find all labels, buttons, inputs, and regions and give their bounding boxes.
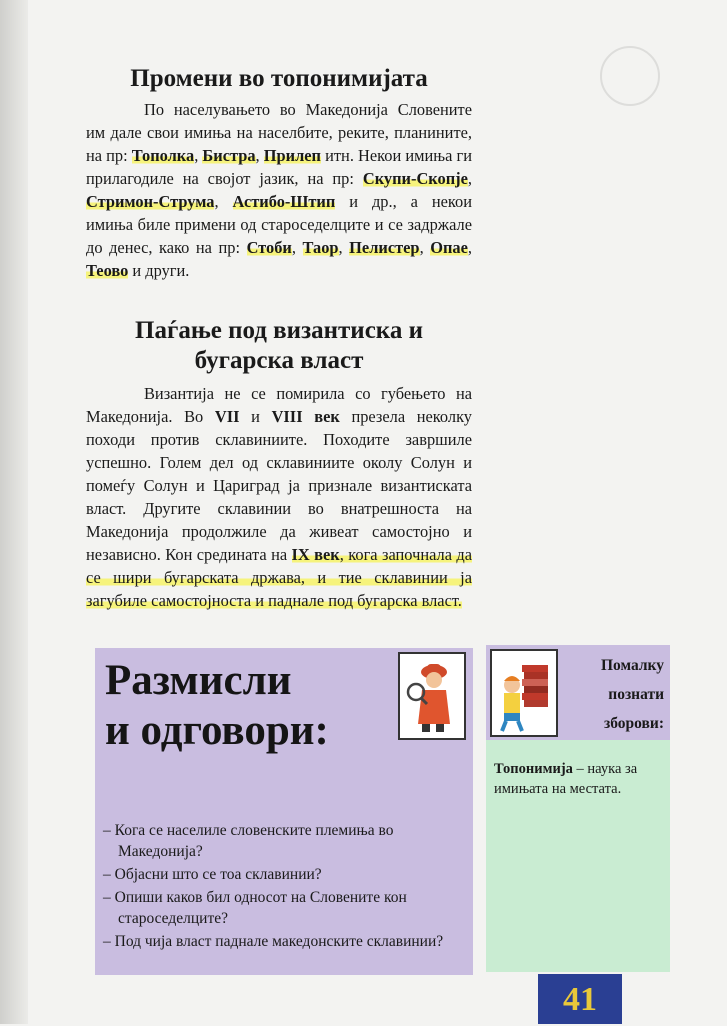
place-name: Бистра (202, 146, 256, 165)
century: VIII век (271, 407, 340, 426)
place-name: Астибо-Штип (232, 192, 336, 211)
text-run: , (255, 146, 264, 165)
text-run: , (419, 238, 431, 257)
books-icon (490, 649, 558, 737)
section-title-byzantine (86, 316, 472, 376)
text-run: Византија не се помирила со губењето на Македонија. Во (86, 384, 472, 426)
section-toponymy (86, 64, 472, 282)
place-name: Прилеп (263, 146, 321, 165)
text-run: презела неколку походи против склавиниите. Походите завршиле успешно. Голем дел од склавиниите околу Солун и помеѓу Солун и Цариград ја признале византиската власт. Другите склавинии во внатрешноста на Македонија продолжиле да живеат самостојно и независно. Кон средината на (86, 407, 473, 564)
place-name: Тополка (131, 146, 195, 165)
page-number-badge (538, 974, 622, 1024)
question-item: – Опиши каков бил односот на Словените кон староседелците? (103, 889, 407, 927)
byzantine-paragraph (86, 382, 472, 612)
glossary-term: Топонимија (494, 761, 573, 777)
text-run: , (214, 192, 233, 211)
heading-line: познати (608, 686, 664, 703)
toponymy-paragraph (86, 98, 472, 282)
text-run: , (291, 238, 303, 257)
place-name: Опае (430, 238, 468, 257)
text-run: , (194, 146, 203, 165)
page-number: 41 (563, 981, 597, 1018)
text-run: , (467, 238, 472, 257)
page-binding-edge (0, 0, 28, 1024)
text-run: , (467, 169, 472, 188)
text-run: По населувањето во Македонија Словените им дале свои имиња на населбите, реките, планините, на пр: (86, 100, 472, 165)
century: VII (214, 407, 240, 426)
title-line: Размисли (105, 657, 292, 704)
detective-icon-drawing (400, 654, 464, 738)
question-item: – Под чија власт паднале македонските склавинии? (103, 933, 444, 950)
text-run: , (338, 238, 350, 257)
heading-line: зборови: (604, 715, 664, 732)
glossary-box (486, 645, 670, 972)
place-name: Теово (86, 261, 129, 280)
place-name: Стримон-Струма (86, 192, 215, 211)
glossary-header (486, 645, 670, 740)
think-box-title (105, 656, 385, 756)
section-title-toponymy: Промени во топонимијата (130, 65, 428, 92)
title-line: Паѓање под византиска и (135, 317, 423, 344)
text-run: итн. Некои имиња ги прилагодиле на својот јазик, на пр: (86, 146, 472, 188)
question-item: – Објасни што се тоа склавинии? (103, 866, 322, 883)
books-icon-drawing (492, 651, 556, 735)
detective-icon (398, 652, 466, 740)
glossary-entry (494, 759, 664, 799)
text-run: и др., а некои имиња биле примени од староседелците и се задржале до денес, како на пр: (86, 192, 472, 257)
place-name: Стоби (246, 238, 292, 257)
place-name: Пелистер (349, 238, 420, 257)
question-item: – Кога се населиле словенските племиња во Македонија? (103, 822, 394, 860)
title-line: и одговори: (105, 707, 329, 754)
text-run: и (239, 407, 272, 426)
text-run: и други. (128, 261, 190, 280)
think-and-answer-box (95, 648, 473, 975)
section-byzantine-bulgarian (86, 316, 472, 612)
place-name: Таор (302, 238, 339, 257)
glossary-heading (562, 651, 664, 738)
century: IX век (291, 545, 340, 564)
heading-line: Помалку (600, 657, 664, 674)
bleed-through-circle (600, 46, 660, 106)
text-run: , кога започнала да се шири бугарската држава, и тие склавинии ја загубиле самостојноста и паднале под бугарска власт. (86, 545, 472, 610)
title-line: бугарска власт (194, 347, 364, 374)
glossary-definition: – наука за имињата на местата. (494, 761, 638, 797)
place-name: Скупи-Скопје (362, 169, 468, 188)
question-list (103, 820, 463, 954)
